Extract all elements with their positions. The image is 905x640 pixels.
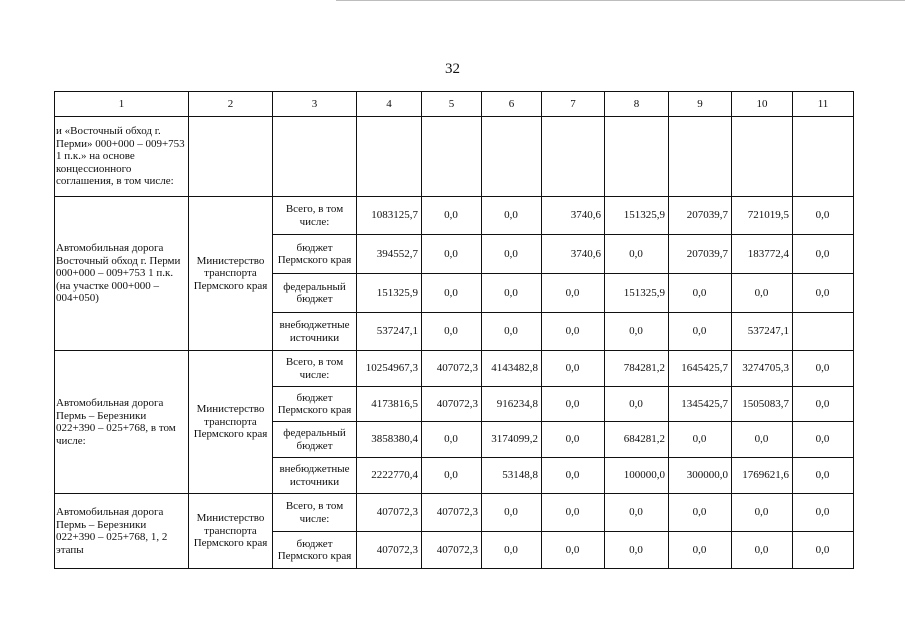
header-cell: 5 bbox=[422, 92, 482, 117]
empty-cell bbox=[542, 117, 605, 197]
value-cell: 0,0 bbox=[482, 313, 542, 351]
value-cell: 3740,6 bbox=[542, 235, 605, 274]
value-cell: 407072,3 bbox=[422, 351, 482, 387]
value-cell: 916234,8 bbox=[482, 387, 542, 422]
continuation-text: и «Восточный обход г. Перми» 000+000 – 009+753 1 п.к.» на основе концессионного соглашения, в том числе: bbox=[55, 117, 189, 197]
empty-cell bbox=[669, 117, 732, 197]
table-row bbox=[55, 197, 854, 235]
financing-table bbox=[54, 91, 854, 569]
value-cell: 0,0 bbox=[669, 313, 732, 351]
value-cell bbox=[793, 313, 854, 351]
value-cell: 183772,4 bbox=[732, 235, 793, 274]
value-cell: 0,0 bbox=[605, 313, 669, 351]
value-cell: 4173816,5 bbox=[357, 387, 422, 422]
empty-cell bbox=[793, 117, 854, 197]
value-cell: 721019,5 bbox=[732, 197, 793, 235]
header-cell: 6 bbox=[482, 92, 542, 117]
value-cell: 0,0 bbox=[793, 197, 854, 235]
value-cell: 407072,3 bbox=[422, 532, 482, 569]
value-cell: 0,0 bbox=[732, 422, 793, 458]
value-cell: 0,0 bbox=[422, 235, 482, 274]
value-cell: 0,0 bbox=[793, 494, 854, 532]
value-cell: 3174099,2 bbox=[482, 422, 542, 458]
value-cell: 151325,9 bbox=[605, 197, 669, 235]
value-cell: 0,0 bbox=[669, 494, 732, 532]
value-cell: 207039,7 bbox=[669, 197, 732, 235]
header-cell: 10 bbox=[732, 92, 793, 117]
value-cell: 300000,0 bbox=[669, 458, 732, 494]
funding-source: внебюджетные источники bbox=[273, 313, 357, 351]
value-cell: 407072,3 bbox=[357, 532, 422, 569]
ministry-name: Министерство транспорта Пермского края bbox=[189, 351, 273, 494]
object-name: Автомобильная дорога Пермь – Березники 022+390 – 025+768, в том числе: bbox=[55, 351, 189, 494]
header-cell: 4 bbox=[357, 92, 422, 117]
empty-cell bbox=[732, 117, 793, 197]
top-rule bbox=[336, 0, 905, 1]
header-cell: 3 bbox=[273, 92, 357, 117]
value-cell: 0,0 bbox=[422, 313, 482, 351]
value-cell: 0,0 bbox=[482, 235, 542, 274]
value-cell: 0,0 bbox=[482, 494, 542, 532]
value-cell: 10254967,3 bbox=[357, 351, 422, 387]
header-row bbox=[55, 92, 854, 117]
value-cell: 2222770,4 bbox=[357, 458, 422, 494]
value-cell: 207039,7 bbox=[669, 235, 732, 274]
header-cell: 2 bbox=[189, 92, 273, 117]
value-cell: 0,0 bbox=[542, 422, 605, 458]
value-cell: 0,0 bbox=[793, 235, 854, 274]
value-cell: 1505083,7 bbox=[732, 387, 793, 422]
value-cell: 684281,2 bbox=[605, 422, 669, 458]
value-cell: 1083125,7 bbox=[357, 197, 422, 235]
value-cell: 0,0 bbox=[793, 532, 854, 569]
value-cell: 407072,3 bbox=[422, 494, 482, 532]
value-cell: 0,0 bbox=[669, 274, 732, 313]
table-row bbox=[55, 494, 854, 532]
funding-source: бюджет Пермского края bbox=[273, 387, 357, 422]
header-cell: 7 bbox=[542, 92, 605, 117]
value-cell: 0,0 bbox=[422, 422, 482, 458]
value-cell: 0,0 bbox=[542, 532, 605, 569]
page-number: 32 bbox=[445, 61, 460, 77]
funding-source: внебюджетные источники bbox=[273, 458, 357, 494]
value-cell: 0,0 bbox=[482, 532, 542, 569]
funding-source: Всего, в том числе: bbox=[273, 494, 357, 532]
value-cell: 0,0 bbox=[605, 494, 669, 532]
continuation-row bbox=[55, 117, 854, 197]
value-cell: 0,0 bbox=[605, 532, 669, 569]
value-cell: 1345425,7 bbox=[669, 387, 732, 422]
table-row bbox=[55, 351, 854, 387]
value-cell: 3274705,3 bbox=[732, 351, 793, 387]
value-cell: 0,0 bbox=[542, 351, 605, 387]
value-cell: 0,0 bbox=[793, 351, 854, 387]
value-cell: 4143482,8 bbox=[482, 351, 542, 387]
ministry-name: Министерство транспорта Пермского края bbox=[189, 494, 273, 569]
value-cell: 0,0 bbox=[793, 387, 854, 422]
value-cell: 784281,2 bbox=[605, 351, 669, 387]
object-name: Автомобильная дорога Пермь – Березники 022+390 – 025+768, 1, 2 этапы bbox=[55, 494, 189, 569]
value-cell: 0,0 bbox=[732, 274, 793, 313]
value-cell: 537247,1 bbox=[357, 313, 422, 351]
header-cell: 8 bbox=[605, 92, 669, 117]
value-cell: 0,0 bbox=[422, 458, 482, 494]
header-cell: 11 bbox=[793, 92, 854, 117]
funding-source: Всего, в том числе: bbox=[273, 351, 357, 387]
empty-cell bbox=[189, 117, 273, 197]
value-cell: 0,0 bbox=[542, 387, 605, 422]
empty-cell bbox=[273, 117, 357, 197]
funding-source: Всего, в том числе: bbox=[273, 197, 357, 235]
value-cell: 1769621,6 bbox=[732, 458, 793, 494]
funding-source: федеральный бюджет bbox=[273, 422, 357, 458]
header-cell: 1 bbox=[55, 92, 189, 117]
value-cell: 0,0 bbox=[542, 494, 605, 532]
value-cell: 151325,9 bbox=[605, 274, 669, 313]
ministry-name: Министерство транспорта Пермского края bbox=[189, 197, 273, 351]
empty-cell bbox=[482, 117, 542, 197]
value-cell: 53148,8 bbox=[482, 458, 542, 494]
value-cell: 394552,7 bbox=[357, 235, 422, 274]
value-cell: 1645425,7 bbox=[669, 351, 732, 387]
value-cell: 0,0 bbox=[542, 458, 605, 494]
value-cell: 0,0 bbox=[732, 532, 793, 569]
value-cell: 0,0 bbox=[542, 274, 605, 313]
empty-cell bbox=[605, 117, 669, 197]
value-cell: 407072,3 bbox=[422, 387, 482, 422]
value-cell: 0,0 bbox=[482, 274, 542, 313]
value-cell: 3858380,4 bbox=[357, 422, 422, 458]
empty-cell bbox=[422, 117, 482, 197]
value-cell: 0,0 bbox=[793, 422, 854, 458]
value-cell: 0,0 bbox=[422, 197, 482, 235]
funding-source: федеральный бюджет bbox=[273, 274, 357, 313]
funding-source: бюджет Пермского края bbox=[273, 532, 357, 569]
value-cell: 0,0 bbox=[669, 532, 732, 569]
value-cell: 407072,3 bbox=[357, 494, 422, 532]
header-cell: 9 bbox=[669, 92, 732, 117]
value-cell: 0,0 bbox=[605, 387, 669, 422]
empty-cell bbox=[357, 117, 422, 197]
object-name: Автомобильная дорога Восточный обход г. Перми 000+000 – 009+753 1 п.к. (на участке 000+000 – 004+050) bbox=[55, 197, 189, 351]
value-cell: 0,0 bbox=[482, 197, 542, 235]
value-cell: 151325,9 bbox=[357, 274, 422, 313]
value-cell: 0,0 bbox=[669, 422, 732, 458]
value-cell: 0,0 bbox=[422, 274, 482, 313]
funding-source: бюджет Пермского края bbox=[273, 235, 357, 274]
value-cell: 100000,0 bbox=[605, 458, 669, 494]
value-cell: 0,0 bbox=[732, 494, 793, 532]
value-cell: 0,0 bbox=[793, 274, 854, 313]
value-cell: 0,0 bbox=[605, 235, 669, 274]
value-cell: 3740,6 bbox=[542, 197, 605, 235]
value-cell: 0,0 bbox=[793, 458, 854, 494]
value-cell: 537247,1 bbox=[732, 313, 793, 351]
value-cell: 0,0 bbox=[542, 313, 605, 351]
